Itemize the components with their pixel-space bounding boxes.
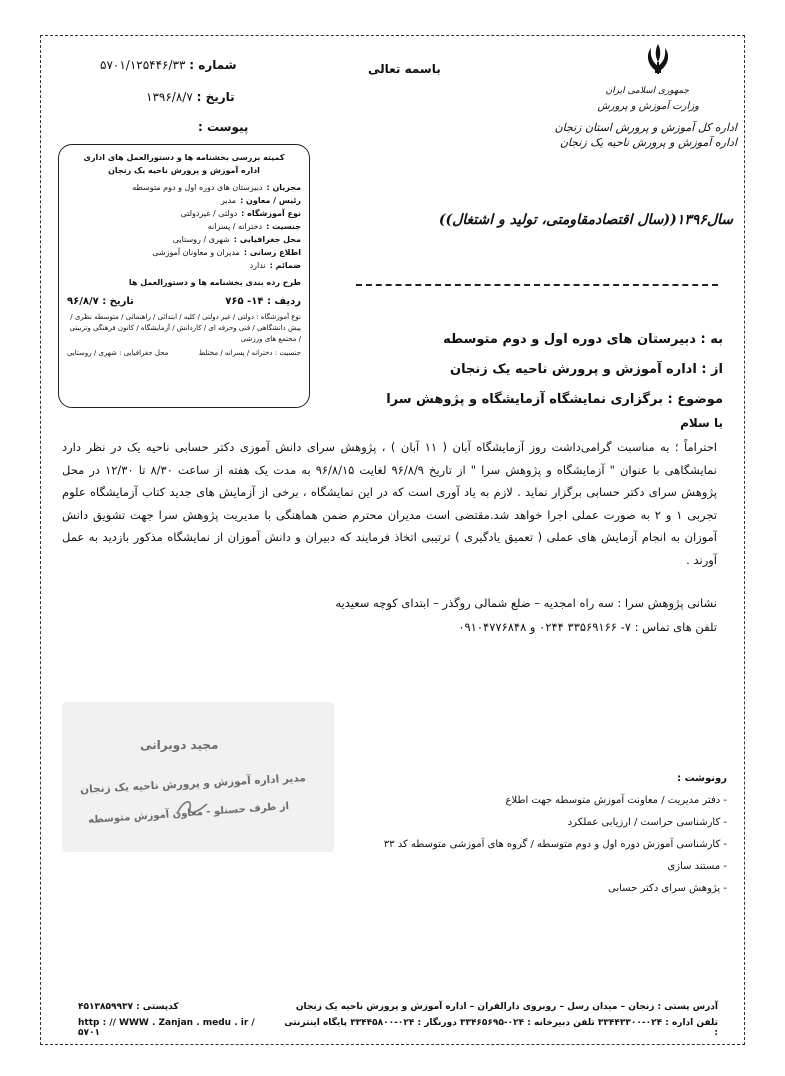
copies-heading: رونوشت : [677,773,727,784]
committee-date-label: تاریخ : [102,296,134,307]
copy-recipient: - کارشناسی آموزش دوره اول و دوم متوسطه / گروه های آموزشی متوسطه کد ۳۳ [383,839,727,850]
committee-row-value: دخترانه / پسرانه [207,222,263,231]
committee-row [67,259,301,272]
footer [78,1002,718,1038]
committee-row [67,207,301,220]
committee-subtitle: اداره آموزش و پرورش ناحیه یک زنجان [108,166,260,175]
contact-phones: تلفن های تماس : ۷- ۳۳۵۶۹۱۶۶ ۰۲۴۴ و ۰۹۱۰۴۷۷۶۸۴۸ [458,620,717,634]
committee-box [58,144,310,408]
number-value: ۵۷۰۱/۱۲۵۴۴۶/۳۳ [100,58,186,72]
copies-list [327,790,727,900]
ministry-name: وزارت آموزش و پرورش [597,101,699,112]
signer-title: مدیر اداره آموزش و پرورش ناحیه یک زنجان [79,772,307,796]
copy-recipient: - مستند سازی [667,861,727,872]
footer-row-2 [78,1018,718,1038]
committee-row-label: ضمائم : [269,261,301,270]
header-divider [356,284,718,286]
committee-row-label: جنسیت : [266,222,301,231]
committee-row-value: مدیر [220,196,237,205]
committee-rows [67,181,301,272]
signer-on-behalf: از طرف حسنلو - معاون آموزش متوسطه [87,800,290,827]
signature-stamp [62,702,334,852]
letter-date [146,90,235,104]
copy-recipient: - کارشناسی حراست / ارزیابی عملکرد [567,817,727,828]
committee-row-label: رئیس / معاون : [240,196,301,205]
basmala: باسمه تعالی [368,62,441,76]
footer-phones: تلفن اداره : ۰۲۴-۳۳۴۴۳۳۰۰ تلفن دبیرخانه : ۰۲۴-۳۳۴۶۵۶۹۵ دورنگار : ۰۲۴-۳۳۴۴۵۸۰۰ پایگاه اینترنتی : [284,1018,718,1038]
geo-text: محل جغرافیایی : شهری / روستایی [67,349,169,357]
number-label: شماره : [189,58,237,72]
postal-label: کدپستی : [136,1002,179,1012]
committee-row-label: مجریان : [266,183,301,192]
committee-row-value: ندارد [249,261,266,270]
footer-address: آدرس پستی : زنجان – میدان رسل – روبروی دارالقران – اداره آموزش و پرورش ناحیه یک زنجان [295,1002,718,1012]
committee-row [67,220,301,233]
signature-mark-icon [172,794,212,824]
greeting: با سلام [680,416,723,430]
committee-date-value: ۹۶/۸/۷ [67,296,99,307]
footer-website[interactable]: http : // WWW . Zanjan . medu . ir / ۵۷۰۱ [78,1018,255,1038]
attachment-label: پیوست : [198,120,249,134]
district-office: اداره آموزش و پرورش ناحیه یک زنجان [559,136,737,149]
footer-row-1 [78,1002,718,1012]
committee-row-label: محل جغرافیایی : [233,235,301,244]
committee-row [67,233,301,246]
radif-row [67,295,301,308]
letter-number [100,58,237,72]
copy-recipient: - دفتر مدیریت / معاونت آموزش متوسطه جهت اطلاع [505,795,727,806]
recipient-line: به : دبیرستان های دوره اول و دوم متوسطه [443,332,723,347]
radif-value: ۱۴- ۷۶۵ [225,296,264,307]
committee-row [67,194,301,207]
copies-section [327,768,727,900]
committee-row-label: اطلاع رسانی : [243,248,301,257]
radif-label: ردیف : [266,296,301,307]
committee-row [67,181,301,194]
copy-recipient: - پژوهش سرای دکتر حسابی [608,883,727,894]
date-value: ۱۳۹۶/۸/۷ [146,90,193,104]
committee-row-label: نوع آموزشگاه : [241,209,301,218]
country-name: جمهوری اسلامی ایران [605,86,689,96]
committee-title: کمیته بررسی بخشنامه ها و دستورالعمل های اداری [83,153,285,162]
letter-body: احتراماً ؛ به مناسبت گرامی‌داشت روز آزمایشگاه آبان ( ۱۱ آبان ) ، پژوهش سرای دانش آموزی دکتر حسابی ناحیه یک در نظر دارد نمایشگاهی با عنوان " آزمایشگاه و پژوهش سرا " از تاریخ ۹۶/۸/۹ لغایت ۹۶/۸/۱۵ به مدت یک هفته از ساعت ۸/۳۰ تا ۱۲/۳۰ در محل پژوهش سرای دکتر حسابی برگزار نماید . لازم به یاد آوری است که در این نمایشگاه ، برخی از آزمایش های جدید کتاب آزمایشگاه علوم تجربی ۱ و ۲ به صورت عملی اجرا خواهد شد.مقتضی است مدیران محترم ضمن هماهنگی با مدیریت پژوهش سرا جهت تشویق دانش آموزان به انجام آزمایش های عملی ( تعمیق یادگیری ) ترتیبی اتخاذ فرمایند که دبیران و دانش آموزان از نمایشگاه مذکور بازدید به عمل آورند . [62,440,717,567]
committee-row-value: دولتی / غیردولتی [180,209,238,218]
plan-title: طرح رده بندی بخشنامه ها و دستورالعمل ها [128,278,301,287]
subject-line: موضوع : برگزاری نمایشگاه آزمایشگاه و پژوهش سرا [386,392,723,407]
committee-row-value: شهری / روستایی [172,235,230,244]
year-slogan: سال۱۳۹۶((سال اقتصادمقاومتی، تولید و اشتغال)) [438,212,733,228]
committee-row-value: دبیرستان های دوره اول و دوم متوسطه [132,183,263,192]
signer-name: مجید دویرانی [140,738,219,752]
committee-row [67,246,301,259]
province-office: اداره کل آموزش و پرورش استان زنجان [554,121,737,134]
postal-value: ۴۵۱۳۸۵۹۹۳۷ [78,1002,133,1012]
gender-geo-row [67,347,301,360]
committee-row-value: مدیران و معاونان آموزشی [152,248,240,257]
date-label: تاریخ : [196,90,235,104]
issuer-header [555,84,737,150]
research-house-address: نشانی پژوهش سرا : سه راه امجدیه – ضلع شمالی روگذر – ابتدای کوچه سعیدیه [335,596,717,610]
sender-line: از : اداره آموزش و پرورش ناحیه یک زنجان [450,362,723,377]
gender-text: جنسیت : دخترانه / پسرانه / مختلط [198,349,301,357]
school-type-text: نوع آموزشگاه : دولتی / غیر دولتی / کلیه / ابتدائی / راهنمائی / متوسطه نظری / پیش دانشگاهی / فنی وحرفه ای / کاردانش / آزمایشگاه / کانون فرهنگی وتربیتی / مجتمع های ورزشی [69,313,301,343]
iran-emblem-icon [638,40,678,80]
